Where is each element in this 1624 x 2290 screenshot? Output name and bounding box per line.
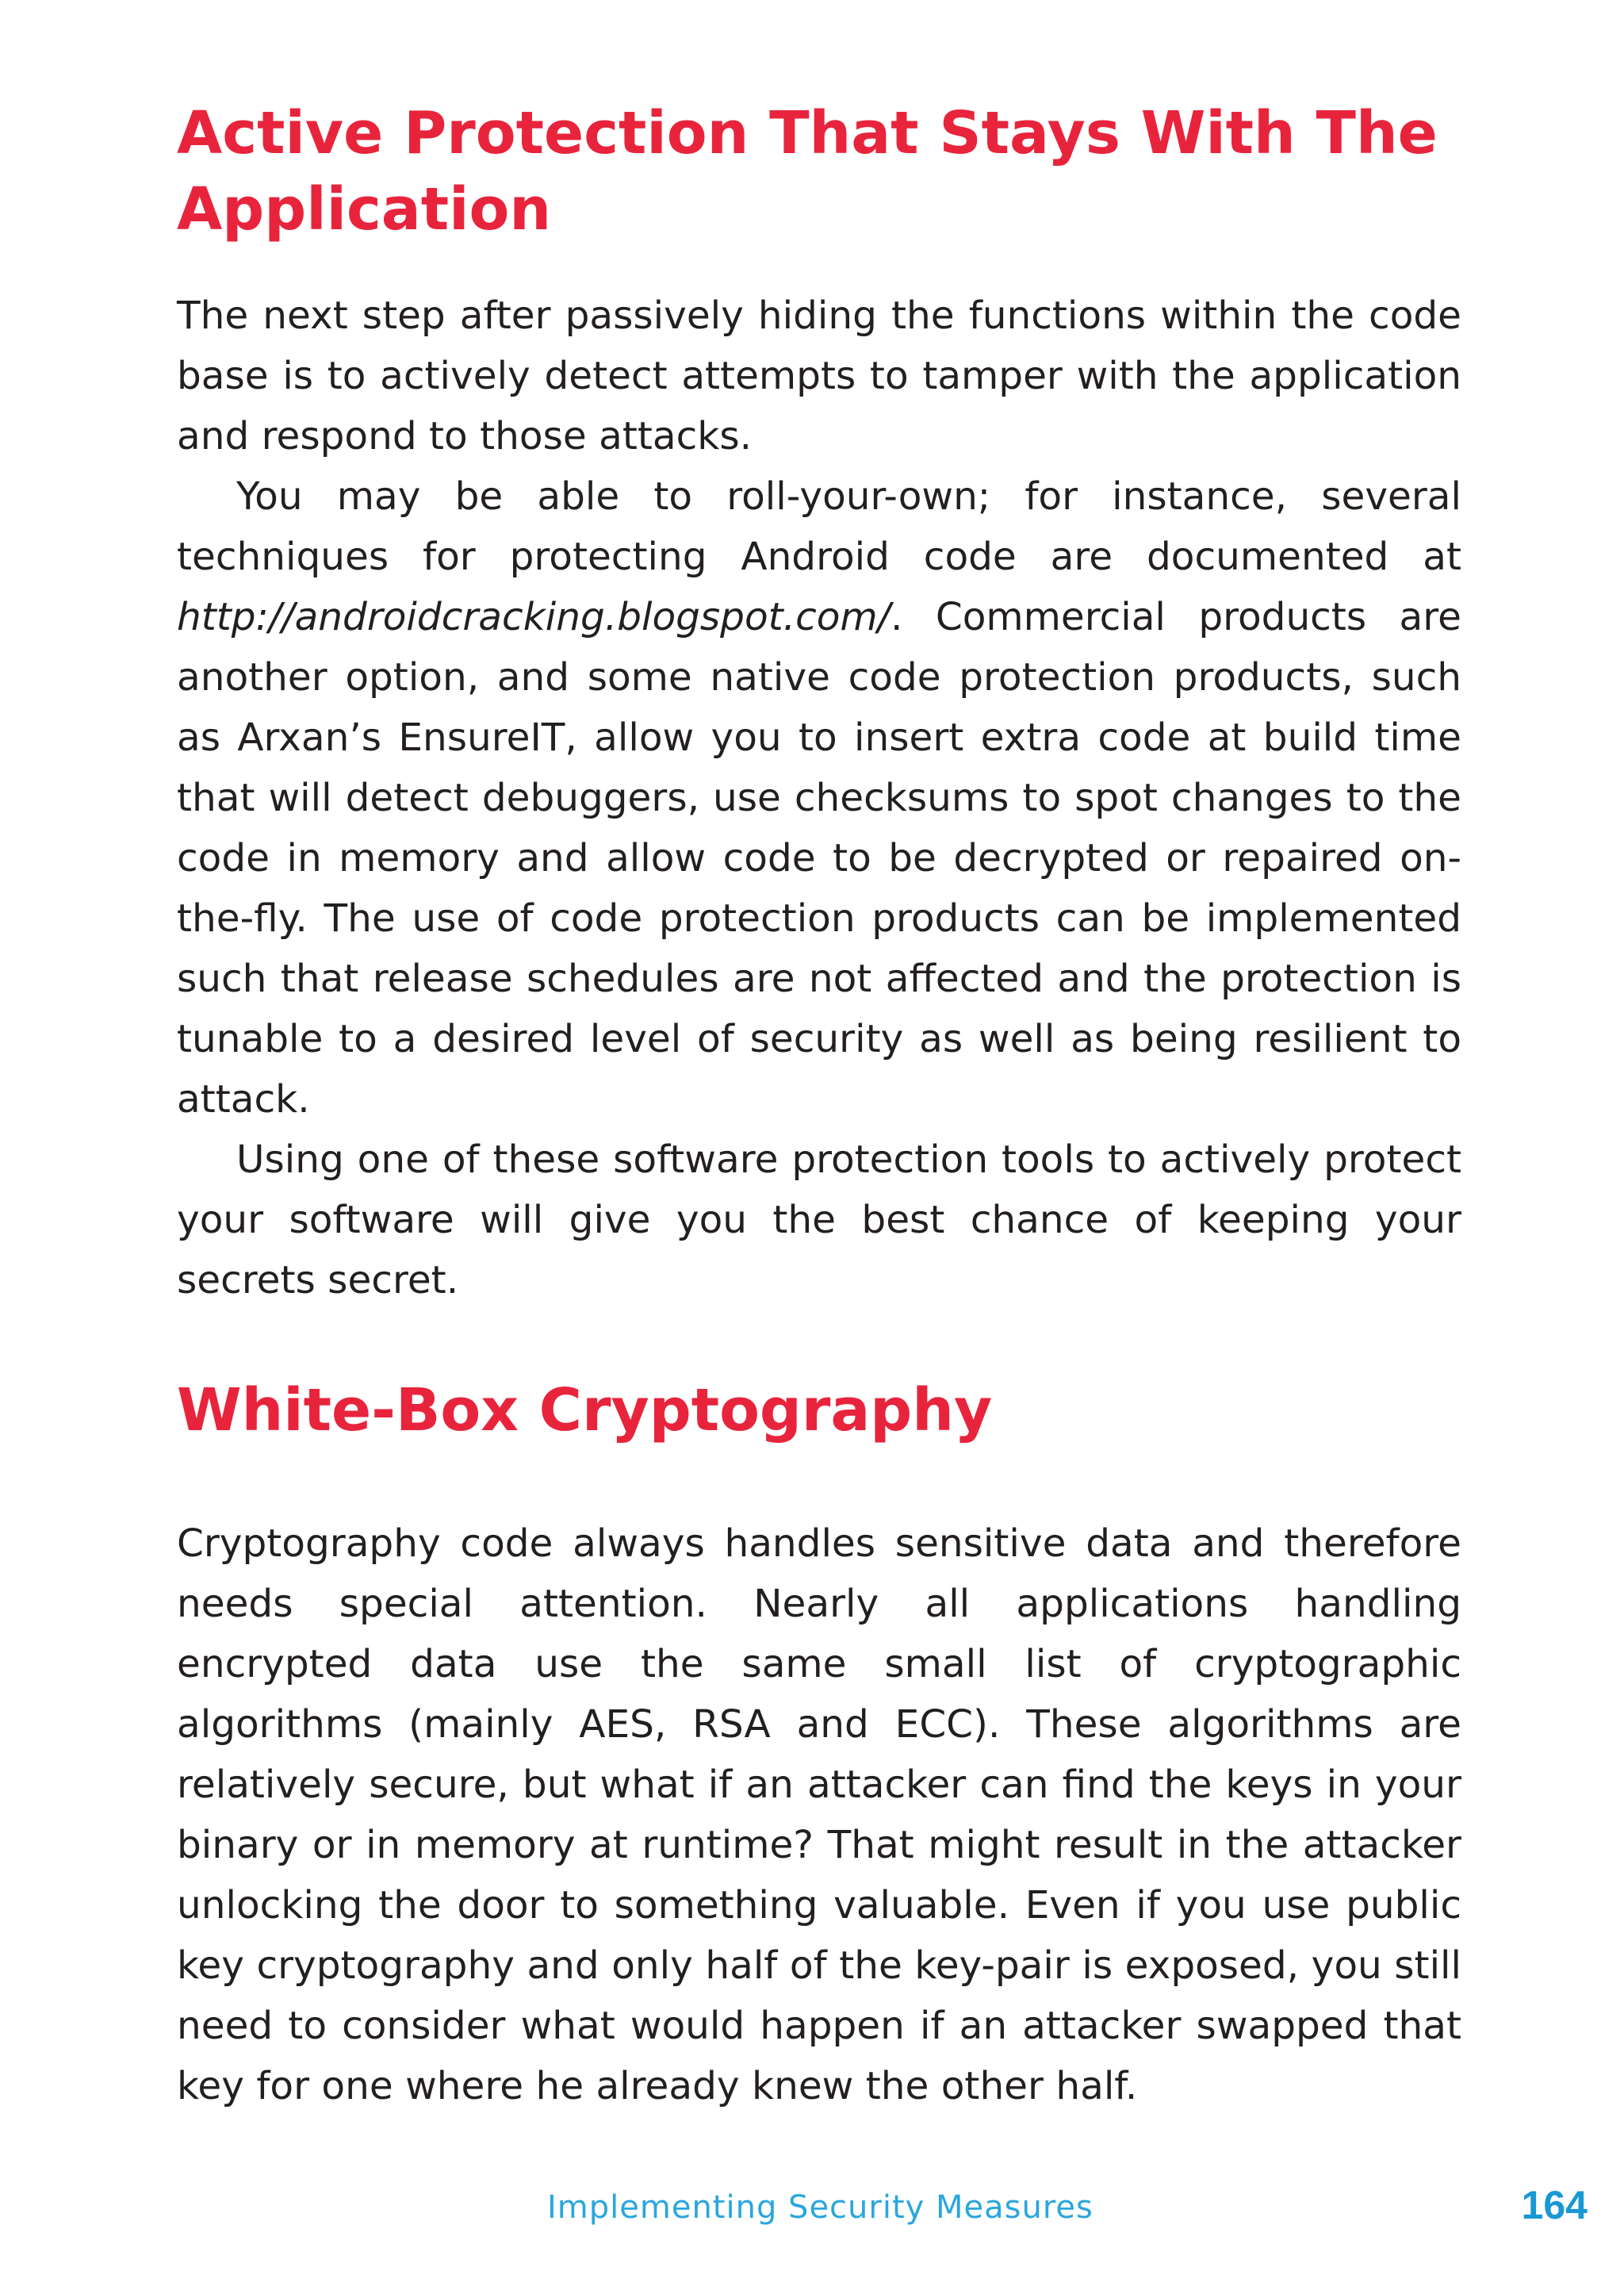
section-heading-active-protection: Active Protection That Stays With The Application: [177, 99, 1438, 244]
paragraph-text-before-link: You may be able to roll-your-own; for instance, several techniques for protecting Android code are documented at: [177, 474, 1461, 579]
paragraph-roll-your-own: [177, 466, 1461, 1130]
section-heading-white-box-cryptography: White-Box Cryptography: [177, 1376, 993, 1444]
paragraph-cryptography-code: Cryptography code always handles sensitive data and therefore needs special attention. Nearly all applications handling encrypted data use the same small list of cryptographic algorithms (mainly AES, RSA and ECC). These algorithms are relatively secure, but what if an attacker can find the keys in your binary or in memory at runtime? That might result in the attacker unlocking the door to something valuable. Even if you use public key cryptography and only half of the key-pair is exposed, you still need to consider what would happen if an attacker swapped that key for one where he already knew the other half.: [177, 1521, 1461, 2108]
android-cracking-link[interactable]: http://androidcracking.blogspot.com/: [177, 595, 891, 639]
running-footer-title: Implementing Security Measures: [547, 2189, 1094, 2226]
paragraph-next-step: The next step after passively hiding the functions within the code base is to actively detect attempts to tamper with the application and respond to those attacks.: [177, 293, 1461, 458]
paragraph-text-after-link: . Commercial products are another option, and some native code protection products, such as Arxan’s EnsureIT, allow you to insert extra code at build time that will detect debuggers, use checksums to spot changes to the code in memory and allow code to be decrypted or repaired on-the-fly. The use of code protection products can be implemented such that release schedules are not affected and the protection is tunable to a desired level of security as well as being resilient to attack.: [177, 595, 1461, 1122]
paragraph-software-protection-tools: Using one of these software protection tools to actively protect your software will give you the best chance of keeping your secrets secret.: [177, 1137, 1461, 1302]
page-number: 164: [1521, 2183, 1588, 2227]
page-content: [177, 95, 1461, 2116]
